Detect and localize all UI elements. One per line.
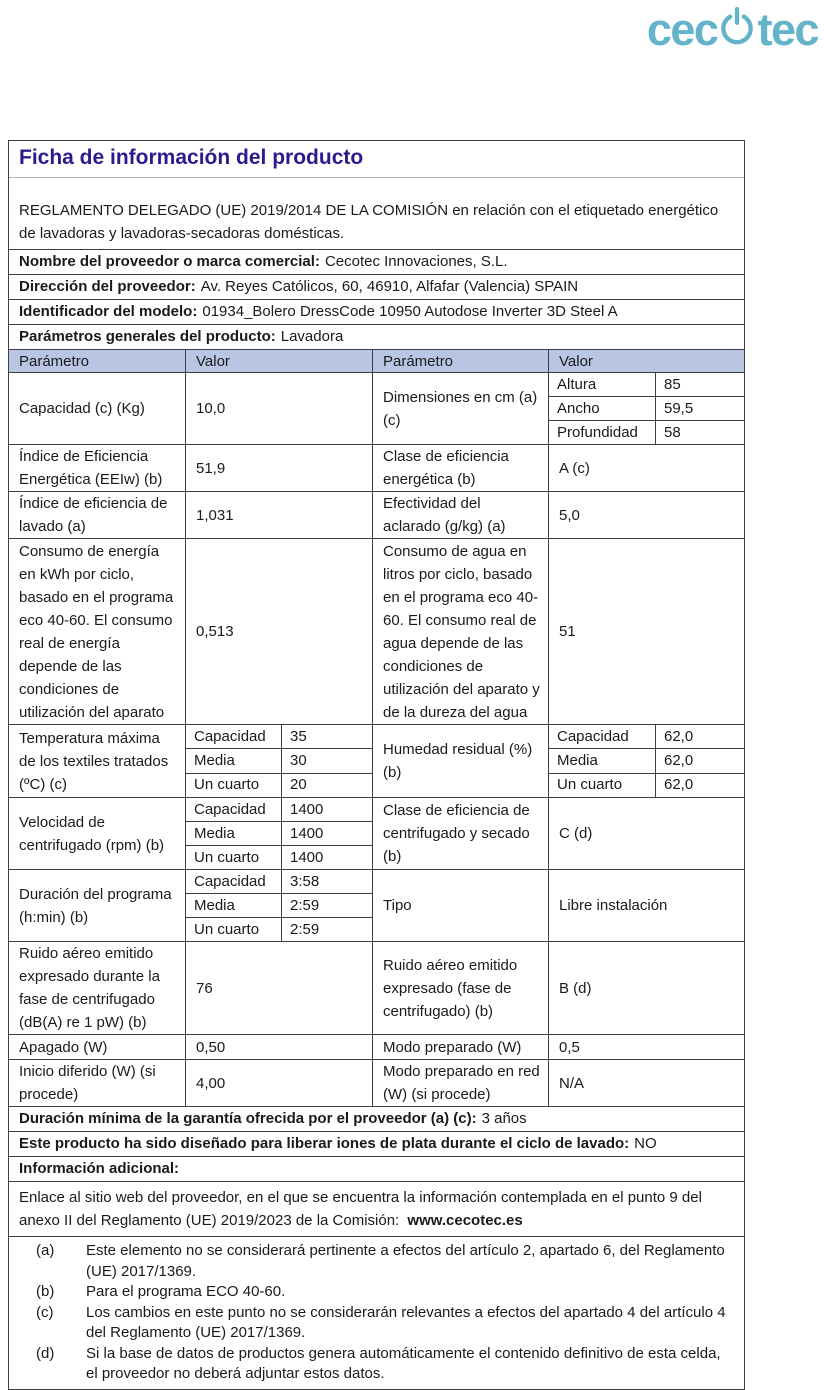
footer-row-label: Información adicional: [19, 1160, 180, 1177]
column-header: Parámetro [9, 350, 186, 372]
parameter-label: Velocidad de centrifugado (rpm) (b) [9, 798, 186, 869]
parameter-table-body [9, 372, 744, 1106]
parameter-value: 0,513 [186, 539, 373, 724]
parameter-subtable [186, 870, 373, 941]
sub-row-value: 59,5 [664, 399, 694, 417]
parameter-value: 4,00 [186, 1060, 373, 1106]
parameter-label: Tipo [373, 870, 549, 941]
sub-row-value: 62,0 [664, 776, 694, 794]
sub-row-label: Un cuarto [549, 774, 656, 797]
footnote-text: Para el programa ECO 40-60. [86, 1283, 286, 1300]
sub-row-value: 30 [290, 751, 307, 769]
product-information-sheet [8, 140, 745, 1390]
sub-row-label: Ancho [549, 397, 656, 420]
parameter-subtable [549, 725, 744, 797]
parameter-row [9, 444, 744, 491]
parameter-row [9, 538, 744, 724]
footnote-key: (c) [36, 1303, 54, 1321]
parameter-label: Consumo de agua en litros por ciclo, basado en el programa eco 40-60. El consumo real de agua depende de las condiciones de utilización del aparato y de la dureza del agua [373, 539, 549, 724]
parameter-value: 1,031 [186, 492, 373, 538]
sub-row-value: 62,0 [664, 727, 694, 745]
parameter-value: 0,50 [186, 1035, 373, 1059]
sub-row-label: Media [186, 822, 282, 845]
sub-row [186, 846, 372, 869]
footnote-text: Si la base de datos de productos genera automáticamente el contenido definitivo de esta celda, el proveedor no deberá adjuntar estos datos. [86, 1344, 721, 1382]
parameter-label: Dimensiones en cm (a) (c) [373, 373, 549, 444]
parameter-value: C (d) [559, 825, 593, 842]
parameter-row [9, 1034, 744, 1059]
website-link-text: Enlace al sitio web del proveedor, en el que se encuentra la información contemplada en el punto 9 del anexo II del Reglamento (UE) 2019/2023 de la Comisión: [19, 1189, 702, 1229]
sub-row-value: 1400 [290, 824, 324, 842]
sub-row-value: 58 [664, 423, 681, 441]
parameter-value: 51 [559, 623, 576, 640]
parameter-label: Humedad residual (%) (b) [373, 725, 549, 797]
parameter-value: 10,0 [186, 373, 373, 444]
power-icon [719, 4, 755, 59]
parameter-label: Duración del programa (h:min) (b) [9, 870, 186, 941]
sub-row-label: Media [186, 894, 282, 917]
sub-row-label: Un cuarto [186, 774, 282, 797]
footnote-key: (b) [36, 1283, 55, 1300]
parameter-label: Capacidad (c) (Kg) [9, 373, 186, 444]
sub-row [186, 749, 372, 773]
footer-row-value: NO [634, 1135, 657, 1152]
info-row [9, 299, 744, 324]
footnote-item [36, 1241, 736, 1282]
sub-row-label: Capacidad [186, 725, 282, 748]
footnote-item [36, 1344, 736, 1385]
info-row-label: Dirección del proveedor: [19, 278, 196, 295]
parameter-label: Apagado (W) [9, 1035, 186, 1059]
footnote-key: (a) [36, 1242, 55, 1259]
footer-row [9, 1106, 744, 1131]
footer-row-value: 3 años [481, 1110, 527, 1127]
info-row-label: Nombre del proveedor o marca comercial: [19, 253, 320, 270]
parameter-row [9, 372, 744, 444]
sub-row-value: 3:58 [290, 872, 320, 890]
parameter-row [9, 941, 744, 1034]
footer-section [9, 1106, 744, 1181]
parameter-table-header [9, 349, 744, 372]
footnote-text: Este elemento no se considerará pertinente a efectos del artículo 2, apartado 6, del Reglamento (UE) 2017/1369. [86, 1242, 725, 1280]
info-row [9, 249, 744, 274]
footnote-item [36, 1282, 736, 1303]
brand-logo-text-left: cec [646, 3, 718, 55]
parameter-value: B (d) [559, 979, 592, 997]
sub-row-value: 1400 [290, 848, 324, 866]
info-row [9, 324, 744, 349]
sub-row [186, 894, 372, 918]
sub-row [549, 397, 744, 421]
info-row-value: Lavadora [280, 328, 344, 345]
sub-row [186, 870, 372, 894]
parameter-row [9, 491, 744, 538]
parameter-row [9, 869, 744, 941]
website-link[interactable]: www.cecotec.es [407, 1212, 523, 1229]
info-row-value: 01934_Bolero DressCode 10950 Autodose Inverter 3D Steel A [202, 303, 618, 320]
footer-row [9, 1131, 744, 1156]
sub-row-label: Un cuarto [186, 846, 282, 869]
parameter-value: 0,5 [559, 1038, 580, 1056]
brand-logo-text-right: tec [757, 3, 818, 55]
parameter-row [9, 797, 744, 869]
sub-row-value: 2:59 [290, 896, 320, 914]
sub-row [549, 749, 744, 773]
footnote-key: (d) [36, 1344, 55, 1362]
parameter-label: Modo preparado (W) [373, 1035, 549, 1059]
footnote-text: Los cambios en este punto no se considerarán relevantes a efectos del apartado 4 del artículo 4 del Reglamento (UE) 2017/1369. [86, 1303, 726, 1341]
info-row-label: Parámetros generales del producto: [19, 328, 276, 345]
sub-row [549, 421, 744, 444]
sub-row [186, 798, 372, 822]
info-row-value: Av. Reyes Católicos, 60, 46910, Alfafar (Valencia) SPAIN [200, 278, 579, 295]
parameter-row [9, 1059, 744, 1106]
parameter-label: Ruido aéreo emitido expresado (fase de centrifugado) (b) [373, 942, 549, 1034]
brand-logo [647, 0, 818, 59]
sub-row [549, 774, 744, 797]
parameter-label: Clase de eficiencia energética (b) [373, 445, 549, 491]
sub-row-value: 1400 [290, 800, 324, 818]
parameter-value: 51,9 [186, 445, 373, 491]
parameter-label: Índice de Eficiencia Energética (EEIw) (b) [9, 445, 186, 491]
parameter-label: Efectividad del aclarado (g/kg) (a) [373, 492, 549, 538]
footnotes-section [9, 1236, 744, 1389]
footer-row-label: Duración mínima de la garantía ofrecida por el proveedor (a) (c): [19, 1110, 477, 1127]
parameter-label: Ruido aéreo emitido expresado durante la fase de centrifugado (dB(A) re 1 pW) (b) [9, 942, 186, 1034]
parameter-value: Libre instalación [559, 897, 668, 914]
page-title: Ficha de información del producto [9, 141, 744, 178]
sub-row-label: Profundidad [549, 421, 656, 444]
sub-row-value: 2:59 [290, 920, 320, 938]
parameter-row [9, 724, 744, 797]
parameter-label: Temperatura máxima de los textiles tratados (ºC) (c) [9, 725, 186, 797]
parameter-value: 5,0 [559, 506, 580, 524]
parameter-value: N/A [559, 1074, 585, 1092]
footer-row-label: Este producto ha sido diseñado para liberar iones de plata durante el ciclo de lavado: [19, 1135, 630, 1152]
sub-row-value: 20 [290, 776, 307, 794]
parameter-label: Consumo de energía en kWh por ciclo, basado en el programa eco 40-60. El consumo real de energía depende de las condiciones de utilización del aparato [9, 539, 186, 724]
sub-row-value: 35 [290, 727, 307, 745]
sub-row [186, 725, 372, 749]
sub-row-label: Media [186, 749, 282, 772]
column-header: Valor [559, 352, 593, 370]
column-header: Parámetro [373, 350, 549, 372]
parameter-subtable [186, 798, 373, 869]
sub-row [186, 822, 372, 846]
supplier-info-section [9, 249, 744, 349]
parameter-subtable [549, 373, 744, 444]
sub-row-label: Un cuarto [186, 918, 282, 941]
sub-row [186, 918, 372, 941]
parameter-label: Inicio diferido (W) (si procede) [9, 1060, 186, 1106]
regulation-text: REGLAMENTO DELEGADO (UE) 2019/2014 DE LA COMISIÓN en relación con el etiquetado energético de lavadoras y lavadoras-secadoras domésticas. [19, 202, 719, 242]
parameter-label: Índice de eficiencia de lavado (a) [9, 492, 186, 538]
info-row-value: Cecotec Innovaciones, S.L. [324, 253, 508, 270]
footer-row [9, 1156, 744, 1181]
info-row-label: Identificador del modelo: [19, 303, 198, 320]
sub-row [186, 774, 372, 797]
parameter-label: Modo preparado en red (W) (si procede) [373, 1060, 549, 1106]
sub-row-value: 85 [664, 375, 681, 393]
sub-row-label: Capacidad [186, 870, 282, 893]
sub-row [549, 725, 744, 749]
info-row [9, 274, 744, 299]
sub-row-label: Capacidad [186, 798, 282, 821]
footnote-item [36, 1303, 736, 1344]
website-link-row [9, 1181, 744, 1236]
parameter-value: A (c) [559, 459, 590, 477]
sub-row-label: Capacidad [549, 725, 656, 748]
column-header: Valor [186, 350, 373, 372]
sub-row [549, 373, 744, 397]
parameter-label: Clase de eficiencia de centrifugado y secado (b) [373, 798, 549, 869]
sub-row-value: 62,0 [664, 751, 694, 769]
parameter-value: 76 [186, 942, 373, 1034]
sub-row-label: Altura [549, 373, 656, 396]
parameter-subtable [186, 725, 373, 797]
sub-row-label: Media [549, 749, 656, 772]
